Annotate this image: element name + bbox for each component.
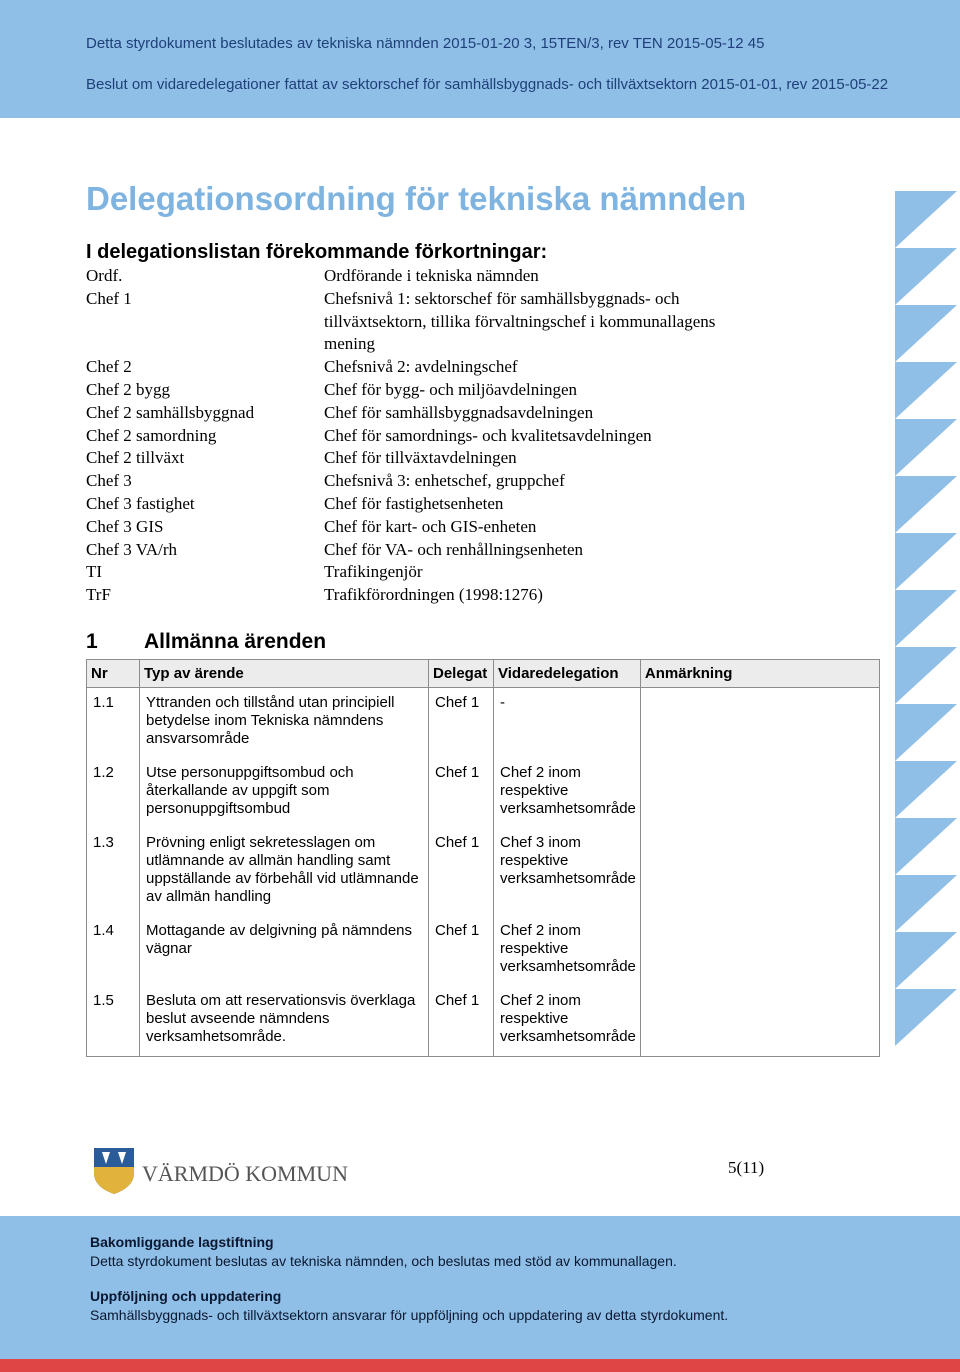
abbreviation-key: TI [86, 562, 103, 582]
header-delegation-line: Beslut om vidaredelegationer fattat av sektorschef för samhällsbyggnads- och tillväxtsektorn 2015-01-01, rev 2015-05-22 [86, 76, 889, 93]
abbreviation-key: TrF [86, 585, 111, 605]
sawtooth-tooth [895, 818, 957, 875]
col-header-typ: Typ av ärende [140, 660, 429, 688]
abbreviation-item [86, 288, 786, 356]
cell-typ: Prövning enligt sekretesslagen om utlämnande av allmän handling samt uppställande av förbehåll vid utlämnande av allmän handling [140, 828, 429, 916]
table-row [87, 986, 880, 1057]
col-header-delegat: Delegat [429, 660, 494, 688]
sawtooth-decoration [895, 191, 957, 1053]
section-title: Allmänna ärenden [144, 630, 327, 653]
footer-followup-text: Samhällsbyggnads- och tillväxtsektorn ansvarar för uppföljning och uppdatering av detta styrdokument. [90, 1307, 729, 1323]
sawtooth-tooth [895, 932, 957, 989]
delegation-table [86, 659, 880, 1057]
sawtooth-tooth [895, 533, 957, 590]
sawtooth-tooth [895, 362, 957, 419]
cell-anmarkning [640, 828, 879, 916]
col-header-nr: Nr [87, 660, 140, 688]
header-decision-line: Detta styrdokument beslutades av tekniska nämnden 2015-01-20 3, 15TEN/3, rev TEN 2015-05-12 45 [86, 35, 765, 52]
abbreviation-item [86, 516, 786, 539]
abbreviation-value: Chefsnivå 2: avdelningschef [324, 357, 518, 377]
cell-vidaredelegation: Chef 2 inom respektive verksamhetsområde [494, 916, 641, 986]
abbreviation-value: Chef för fastighetsenheten [324, 493, 504, 513]
abbreviation-item [86, 470, 786, 493]
sawtooth-tooth [895, 248, 957, 305]
sawtooth-tooth [895, 761, 957, 818]
cell-typ: Besluta om att reservationsvis överklaga beslut avseende nämndens verksamhetsområde. [140, 986, 429, 1057]
abbreviation-value: Chefsnivå 1: sektorschef för samhällsbyggnads- och tillväxtsektorn, tillika förvaltningschef i kommunallagens mening [324, 288, 716, 354]
abbreviation-item [86, 493, 786, 516]
footer-band [0, 1216, 960, 1359]
sawtooth-tooth [895, 989, 957, 1046]
table-row [87, 688, 880, 759]
abbreviation-value: Chef för VA- och renhållningsenheten [324, 539, 584, 559]
table-header-row [87, 660, 880, 688]
sawtooth-tooth [895, 476, 957, 533]
cell-nr: 1.4 [87, 916, 140, 986]
abbreviation-value: Chef för bygg- och miljöavdelningen [324, 379, 578, 399]
cell-delegat: Chef 1 [429, 986, 494, 1057]
abbreviation-key: Chef 3 [86, 471, 132, 491]
abbreviation-item [86, 561, 786, 584]
abbreviation-key: Chef 3 VA/rh [86, 539, 177, 559]
abbreviation-key: Chef 2 bygg [86, 379, 171, 399]
page-number: 5(11) [728, 1158, 765, 1177]
footer-law-heading: Bakomliggande lagstiftning [90, 1234, 274, 1250]
abbreviation-value: Ordförande i tekniska nämnden [324, 266, 539, 285]
cell-delegat: Chef 1 [429, 916, 494, 986]
abbreviation-key: Chef 2 [86, 357, 132, 377]
abbreviation-value: Chef för samhällsbyggnadsavdelningen [324, 402, 594, 422]
varmdo-kommun-logo [94, 1145, 354, 1195]
coat-of-arms-icon [94, 1148, 134, 1194]
abbreviation-key: Chef 2 samordning [86, 425, 217, 445]
section-heading [86, 630, 326, 654]
col-header-vidaredelegation: Vidaredelegation [494, 660, 641, 688]
abbreviation-value: Chef för samordnings- och kvalitetsavdelningen [324, 425, 652, 445]
footer-red-stripe [0, 1359, 960, 1372]
abbreviation-key: Chef 3 fastighet [86, 493, 195, 513]
cell-delegat: Chef 1 [429, 828, 494, 916]
abbreviation-item [86, 425, 786, 448]
cell-vidaredelegation: Chef 2 inom respektive verksamhetsområde [494, 986, 641, 1057]
cell-nr: 1.3 [87, 828, 140, 916]
cell-nr: 1.1 [87, 688, 140, 759]
table-row [87, 828, 880, 916]
header-band [0, 0, 960, 118]
abbreviation-item [86, 584, 786, 607]
abbreviations-heading: I delegationslistan förekommande förkortningar: [86, 241, 548, 263]
sawtooth-tooth [895, 419, 957, 476]
cell-anmarkning [640, 758, 879, 828]
abbreviation-value: Chefsnivå 3: enhetschef, gruppchef [324, 471, 565, 491]
sawtooth-tooth [895, 305, 957, 362]
abbreviation-value: Trafikförordningen (1998:1276) [324, 585, 543, 605]
abbreviations-list [86, 265, 786, 607]
logo-wordmark: VÄRMDÖ KOMMUN [142, 1161, 348, 1186]
abbreviation-key: Chef 2 tillväxt [86, 448, 185, 468]
sawtooth-tooth [895, 191, 957, 248]
cell-typ: Utse personuppgiftsombud och återkallande av uppgift som personuppgiftsombud [140, 758, 429, 828]
abbreviation-item [86, 265, 786, 288]
abbreviation-value: Chef för kart- och GIS-enheten [324, 516, 537, 536]
col-header-anmarkning: Anmärkning [640, 660, 879, 688]
cell-delegat: Chef 1 [429, 758, 494, 828]
abbreviation-key: Chef 2 samhällsbyggnad [86, 402, 255, 422]
table-row [87, 916, 880, 986]
cell-nr: 1.5 [87, 986, 140, 1057]
cell-vidaredelegation: Chef 2 inom respektive verksamhetsområde [494, 758, 641, 828]
section-number: 1 [86, 630, 98, 653]
page-title: Delegationsordning för tekniska nämnden [86, 180, 747, 217]
cell-typ: Yttranden och tillstånd utan principiell betydelse inom Tekniska nämndens ansvarsområde [140, 688, 429, 759]
abbreviation-value: Trafikingenjör [324, 562, 423, 582]
footer-followup-heading: Uppföljning och uppdatering [90, 1288, 282, 1304]
abbreviation-item [86, 402, 786, 425]
abbreviation-item [86, 356, 786, 379]
cell-vidaredelegation: - [494, 688, 641, 759]
cell-anmarkning [640, 688, 879, 759]
cell-typ: Mottagande av delgivning på nämndens vägnar [140, 916, 429, 986]
abbreviation-item [86, 379, 786, 402]
sawtooth-tooth [895, 704, 957, 761]
cell-delegat: Chef 1 [429, 688, 494, 759]
abbreviation-key: Ordf. [86, 266, 123, 285]
sawtooth-tooth [895, 875, 957, 932]
abbreviation-key: Chef 1 [86, 288, 132, 308]
cell-anmarkning [640, 916, 879, 986]
cell-nr: 1.2 [87, 758, 140, 828]
cell-anmarkning [640, 986, 879, 1057]
abbreviation-key: Chef 3 GIS [86, 516, 164, 536]
table-row [87, 758, 880, 828]
abbreviation-item [86, 447, 786, 470]
cell-vidaredelegation: Chef 3 inom respektive verksamhetsområde [494, 828, 641, 916]
abbreviation-value: Chef för tillväxtavdelningen [324, 448, 517, 468]
sawtooth-tooth [895, 590, 957, 647]
abbreviation-item [86, 539, 786, 562]
footer-law-text: Detta styrdokument beslutas av tekniska nämnden, och beslutas med stöd av kommunallagen. [90, 1253, 677, 1269]
sawtooth-tooth [895, 647, 957, 704]
